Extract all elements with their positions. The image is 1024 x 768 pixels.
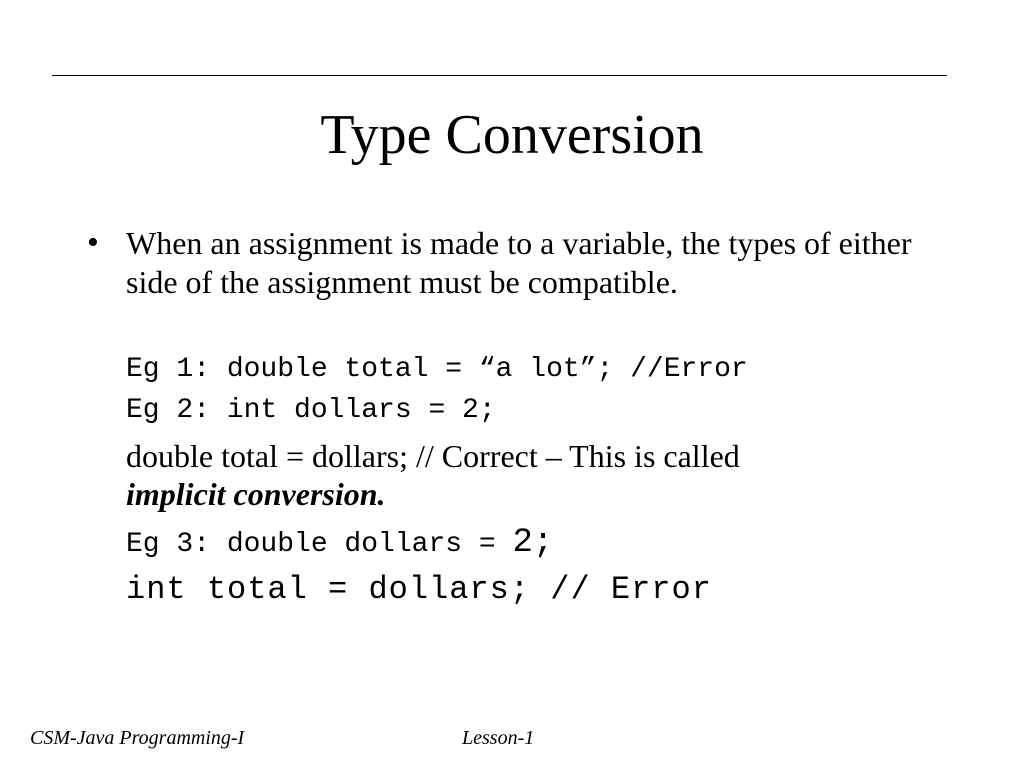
example-3-code	[126, 526, 553, 562]
bullet-text: When an assignment is made to a variable, the types of either side of the assignment must be compatible.	[126, 225, 912, 300]
footer-lesson: Lesson-1	[462, 727, 535, 749]
example-3-error-code: int total = dollars; // Error	[126, 571, 712, 608]
title-divider	[52, 75, 947, 76]
slide-title: Type Conversion	[320, 104, 704, 166]
example-1-code: Eg 1: double total = “a lot”; //Error	[126, 354, 748, 385]
bullet-marker: •	[87, 224, 99, 261]
example-3-prefix: Eg 3: double dollars =	[126, 529, 513, 560]
implicit-conversion-term: implicit conversion.	[126, 476, 386, 512]
footer-course: CSM-Java Programming-I	[30, 727, 245, 749]
implicit-conversion-note: double total = dollars; // Correct – This is called	[126, 438, 740, 474]
example-3-suffix: ;	[532, 524, 554, 562]
example-2-code: Eg 2: int dollars = 2;	[126, 395, 496, 426]
example-3-value: 2	[512, 524, 533, 562]
